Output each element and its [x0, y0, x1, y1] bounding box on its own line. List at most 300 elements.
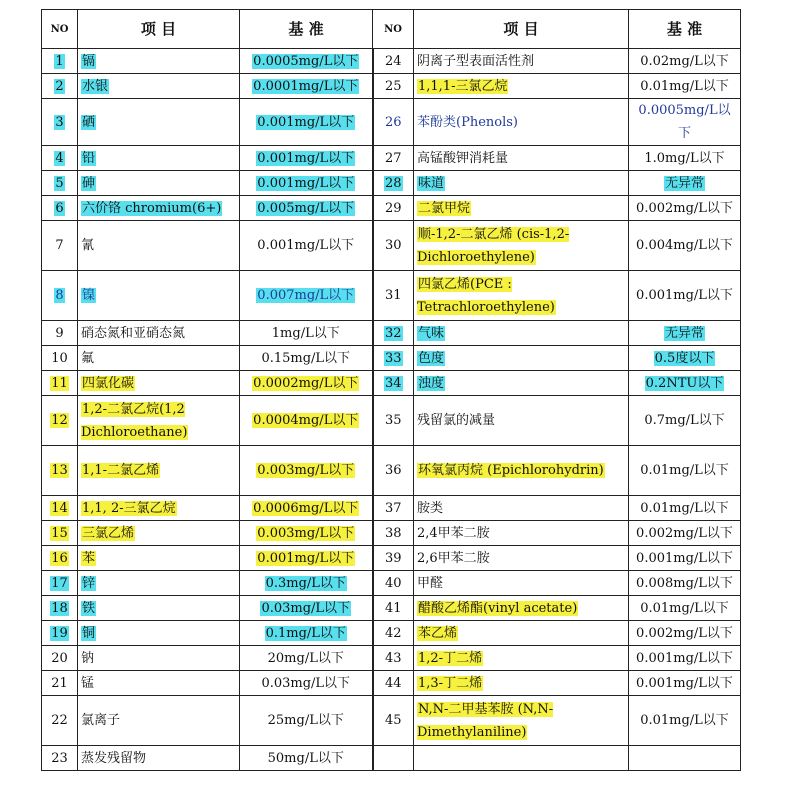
- left-cell-item: [78, 74, 240, 99]
- right-std-text: 0.02mg/L以下: [640, 53, 729, 69]
- right-no-text: 41: [384, 600, 402, 616]
- left-std-text: 0.03mg/L以下: [261, 675, 351, 691]
- left-no-text: 10: [51, 350, 68, 366]
- left-std-text: 0.001mg/L以下: [257, 175, 355, 191]
- right-cell-no: [373, 99, 414, 146]
- left-cell-item: [78, 196, 240, 221]
- table-row: [42, 271, 741, 321]
- right-no-text: 40: [384, 575, 402, 591]
- left-cell-no: [42, 196, 78, 221]
- left-item-text: 水银: [82, 78, 109, 94]
- right-cell-item: [414, 146, 629, 171]
- right-cell-item: [414, 74, 629, 99]
- right-cell-no: [373, 196, 414, 221]
- right-no-text: 42: [384, 625, 402, 641]
- right-no-text: 39: [384, 550, 402, 566]
- left-item-text: 氟: [81, 350, 95, 366]
- right-item-text: 气味: [418, 325, 445, 341]
- right-item-text: 1,1,1-三氯乙烷: [418, 78, 508, 94]
- left-no-text: 22: [51, 713, 68, 728]
- left-cell-std: [240, 371, 373, 396]
- left-cell-std: [240, 171, 373, 196]
- right-std-text: 0.5度以下: [654, 350, 715, 366]
- right-cell-no: [373, 49, 414, 74]
- right-cell-item: [414, 621, 629, 646]
- right-no-text: 36: [384, 463, 402, 478]
- left-no-text: 12: [51, 413, 68, 428]
- right-std-text: 无异常: [664, 175, 704, 191]
- left-cell-item: [78, 146, 240, 171]
- right-cell-std: [629, 346, 741, 371]
- left-cell-item: [78, 671, 240, 696]
- left-no-text: 18: [51, 600, 68, 616]
- right-cell-item: [414, 646, 629, 671]
- right-item-text: 1,2-丁二烯: [418, 650, 483, 666]
- right-std-text: 0.001mg/L以下: [636, 675, 733, 691]
- left-cell-item: [78, 171, 240, 196]
- table-row: [42, 321, 741, 346]
- right-no-text: 30: [384, 238, 402, 253]
- right-cell-std: [629, 621, 741, 646]
- table-row: [42, 74, 741, 99]
- left-cell-item: [78, 371, 240, 396]
- right-cell-std: [629, 371, 741, 396]
- left-item-text: 锰: [81, 675, 95, 691]
- left-item-text: 锌: [82, 575, 96, 591]
- left-cell-std: [240, 696, 373, 746]
- right-no-text: 35: [384, 413, 402, 428]
- left-cell-no: [42, 346, 78, 371]
- right-cell-no: [373, 146, 414, 171]
- left-no-text: 6: [55, 200, 64, 216]
- left-cell-item: [78, 746, 240, 771]
- right-std-text: 1.0mg/L以下: [644, 150, 725, 166]
- right-cell-no: [373, 346, 414, 371]
- right-cell-item: [414, 171, 629, 196]
- table-row: [42, 446, 741, 496]
- right-std-text: 0.002mg/L以下: [636, 200, 733, 216]
- left-cell-no: [42, 396, 78, 446]
- right-std-text: 0.7mg/L以下: [644, 413, 725, 428]
- right-cell-no: [373, 546, 414, 571]
- table-row: [42, 396, 741, 446]
- left-std-text: 0.0002mg/L以下: [253, 375, 359, 391]
- right-item-text: 顺-1,2-二氯乙烯 (cis-1,2-Dichloroethylene): [417, 226, 570, 265]
- left-std-text: 0.001mg/L以下: [257, 550, 355, 566]
- left-cell-item: [78, 696, 240, 746]
- right-no-text: 31: [384, 288, 402, 303]
- right-no-text: 45: [384, 713, 402, 728]
- left-cell-item: [78, 271, 240, 321]
- header-item-right: 项 目: [414, 10, 629, 49]
- left-item-text: 苯: [82, 550, 96, 566]
- left-no-text: 9: [55, 325, 64, 341]
- left-no-text: 8: [55, 288, 64, 303]
- right-no-text: 37: [384, 500, 402, 516]
- right-no-text: 33: [384, 350, 402, 366]
- right-cell-no: [373, 496, 414, 521]
- right-cell-no: [373, 271, 414, 321]
- left-std-text: 0.0005mg/L以下: [253, 53, 359, 69]
- right-cell-item: [414, 496, 629, 521]
- left-std-text: 0.3mg/L以下: [265, 575, 346, 591]
- left-item-text: 四氯化碳: [82, 375, 135, 391]
- right-std-text: 0.01mg/L以下: [640, 500, 729, 516]
- left-cell-no: [42, 271, 78, 321]
- right-std-text: 0.001mg/L以下: [636, 288, 733, 303]
- left-cell-no: [42, 446, 78, 496]
- left-cell-std: [240, 646, 373, 671]
- left-std-text: 20mg/L以下: [267, 650, 344, 666]
- left-cell-no: [42, 671, 78, 696]
- left-std-text: 0.1mg/L以下: [265, 625, 346, 641]
- left-cell-no: [42, 146, 78, 171]
- right-std-text: 0.001mg/L以下: [636, 550, 733, 566]
- left-cell-std: [240, 196, 373, 221]
- left-std-text: 0.0006mg/L以下: [253, 500, 359, 516]
- right-std-text: 无异常: [664, 325, 704, 341]
- left-cell-no: [42, 546, 78, 571]
- table-row: [42, 696, 741, 746]
- table-row: [42, 646, 741, 671]
- right-item-text: 味道: [418, 175, 445, 191]
- left-cell-std: [240, 146, 373, 171]
- left-no-text: 1: [55, 53, 64, 69]
- left-item-text: 三氯乙烯: [82, 525, 135, 541]
- left-no-text: 7: [55, 238, 64, 253]
- table-row: [42, 371, 741, 396]
- right-item-text: 2,4甲苯二胺: [417, 525, 490, 541]
- header-item-left: 项 目: [78, 10, 240, 49]
- left-std-text: 0.007mg/L以下: [257, 288, 355, 303]
- left-cell-no: [42, 371, 78, 396]
- right-cell-item: [414, 371, 629, 396]
- left-cell-std: [240, 321, 373, 346]
- right-no-text: 27: [384, 150, 402, 166]
- left-cell-no: [42, 696, 78, 746]
- right-item-text: 色度: [418, 350, 445, 366]
- header-no-right: NO: [373, 10, 414, 49]
- left-cell-std: [240, 346, 373, 371]
- right-cell-std: [629, 171, 741, 196]
- left-cell-no: [42, 596, 78, 621]
- left-std-text: 0.005mg/L以下: [257, 200, 355, 216]
- right-std-text: 0.004mg/L以下: [636, 238, 733, 253]
- right-std-text: 0.01mg/L以下: [640, 713, 729, 728]
- right-std-text: 0.0005mg/L以下: [638, 103, 731, 141]
- table-row: [42, 521, 741, 546]
- water-quality-standards-table: [41, 9, 741, 771]
- left-cell-std: [240, 746, 373, 771]
- right-item-text: 2,6甲苯二胺: [417, 550, 490, 566]
- left-cell-item: [78, 646, 240, 671]
- left-no-text: 4: [55, 150, 64, 166]
- table-row: [42, 496, 741, 521]
- left-cell-std: [240, 621, 373, 646]
- right-cell-std: [629, 496, 741, 521]
- table-row: [42, 171, 741, 196]
- left-item-text: 砷: [82, 175, 96, 191]
- right-cell-std: [629, 396, 741, 446]
- left-item-text: 1,1, 2-三氯乙烷: [82, 500, 176, 516]
- left-cell-std: [240, 74, 373, 99]
- left-item-text: 1,1-二氯乙烯: [82, 463, 160, 478]
- left-cell-item: [78, 621, 240, 646]
- left-no-text: 14: [51, 500, 68, 516]
- left-std-text: 0.001mg/L以下: [257, 150, 355, 166]
- left-item-text: 钠: [81, 650, 95, 666]
- right-cell-no: [373, 396, 414, 446]
- right-item-text: 残留氯的减量: [417, 413, 496, 428]
- right-cell-item: [414, 546, 629, 571]
- left-item-text: 铅: [82, 150, 96, 166]
- left-cell-item: [78, 49, 240, 74]
- left-no-text: 3: [55, 114, 64, 130]
- table-row: [42, 346, 741, 371]
- right-item-text: 四氯乙烯(PCE : Tetrachloroethylene): [417, 276, 555, 315]
- left-cell-std: [240, 446, 373, 496]
- table-row: [42, 671, 741, 696]
- right-cell-item: [414, 746, 629, 771]
- right-cell-std: [629, 596, 741, 621]
- right-cell-std: [629, 146, 741, 171]
- left-cell-item: [78, 596, 240, 621]
- right-item-text: 醋酸乙烯酯(vinyl acetate): [418, 600, 578, 616]
- left-cell-item: [78, 496, 240, 521]
- standards-table: [41, 9, 741, 771]
- header-standard-right: 基 准: [629, 10, 741, 49]
- right-cell-item: [414, 396, 629, 446]
- left-no-text: 16: [51, 550, 68, 566]
- left-std-text: 0.001mg/L以下: [257, 114, 355, 130]
- right-cell-std: [629, 646, 741, 671]
- table-row: [42, 99, 741, 146]
- right-cell-item: [414, 196, 629, 221]
- right-cell-std: [629, 74, 741, 99]
- table-row: [42, 49, 741, 74]
- right-no-text: 43: [384, 650, 402, 666]
- right-item-text: 二氯甲烷: [418, 200, 471, 216]
- right-item-text: 1,3-丁二烯: [418, 675, 483, 691]
- right-cell-item: [414, 99, 629, 146]
- right-item-text: 胺类: [417, 500, 444, 516]
- right-std-text: 0.01mg/L以下: [640, 78, 729, 94]
- right-cell-std: [629, 221, 741, 271]
- right-cell-no: [373, 671, 414, 696]
- right-cell-no: [373, 221, 414, 271]
- right-cell-no: [373, 746, 414, 771]
- right-no-text: 25: [384, 78, 402, 94]
- left-cell-std: [240, 671, 373, 696]
- left-cell-std: [240, 49, 373, 74]
- right-cell-std: [629, 746, 741, 771]
- left-cell-std: [240, 271, 373, 321]
- header-row: [42, 10, 741, 49]
- left-item-text: 铜: [82, 625, 96, 641]
- left-cell-std: [240, 99, 373, 146]
- left-std-text: 0.001mg/L以下: [257, 238, 355, 253]
- left-no-text: 20: [51, 650, 68, 666]
- left-cell-no: [42, 321, 78, 346]
- right-cell-std: [629, 321, 741, 346]
- right-std-text: 0.2NTU以下: [645, 375, 724, 391]
- right-cell-no: [373, 621, 414, 646]
- left-no-text: 21: [51, 675, 68, 691]
- table-row: [42, 621, 741, 646]
- right-std-text: 0.002mg/L以下: [636, 625, 733, 641]
- left-cell-item: [78, 321, 240, 346]
- right-cell-std: [629, 446, 741, 496]
- right-cell-item: [414, 346, 629, 371]
- left-item-text: 1,2-二氯乙烷(1,2 Dichloroethane): [81, 401, 188, 440]
- header-standard-left: 基 准: [240, 10, 373, 49]
- right-cell-no: [373, 171, 414, 196]
- right-item-text: 高锰酸钾消耗量: [417, 150, 509, 166]
- left-std-text: 0.15mg/L以下: [261, 350, 351, 366]
- left-item-text: 蒸发残留物: [81, 750, 147, 766]
- left-no-text: 15: [51, 525, 68, 541]
- left-cell-std: [240, 521, 373, 546]
- table-row: [42, 146, 741, 171]
- right-cell-std: [629, 571, 741, 596]
- right-cell-no: [373, 521, 414, 546]
- left-std-text: 0.0004mg/L以下: [253, 413, 359, 428]
- left-cell-item: [78, 521, 240, 546]
- left-cell-no: [42, 99, 78, 146]
- left-item-text: 硝态氮和亚硝态氮: [81, 325, 186, 341]
- right-cell-no: [373, 74, 414, 99]
- right-cell-item: [414, 271, 629, 321]
- left-std-text: 0.0001mg/L以下: [253, 78, 359, 94]
- table-row: [42, 196, 741, 221]
- left-std-text: 25mg/L以下: [267, 713, 344, 728]
- left-cell-std: [240, 221, 373, 271]
- table-row: [42, 746, 741, 771]
- left-cell-std: [240, 396, 373, 446]
- right-item-text: 阴离子型表面活性剂: [417, 53, 535, 69]
- right-no-text: 34: [384, 375, 402, 391]
- left-cell-item: [78, 346, 240, 371]
- left-item-text: 铁: [82, 600, 96, 616]
- left-item-text: 镉: [82, 53, 96, 69]
- left-cell-std: [240, 546, 373, 571]
- left-std-text: 50mg/L以下: [267, 750, 344, 766]
- right-std-text: 0.008mg/L以下: [636, 575, 733, 591]
- right-cell-item: [414, 446, 629, 496]
- right-item-text: 苯乙烯: [418, 625, 458, 641]
- right-std-text: 0.001mg/L以下: [636, 650, 733, 666]
- table-row: [42, 571, 741, 596]
- left-item-text: 氰: [81, 238, 95, 253]
- right-cell-std: [629, 99, 741, 146]
- left-cell-no: [42, 521, 78, 546]
- right-cell-std: [629, 49, 741, 74]
- left-cell-no: [42, 49, 78, 74]
- right-cell-item: [414, 571, 629, 596]
- right-cell-item: [414, 696, 629, 746]
- right-no-text: 29: [384, 200, 402, 216]
- left-std-text: 0.03mg/L以下: [261, 600, 351, 616]
- right-no-text: 32: [384, 325, 402, 341]
- left-no-text: 23: [51, 750, 68, 766]
- right-cell-std: [629, 521, 741, 546]
- left-no-text: 11: [51, 375, 68, 391]
- left-item-text: 六价铬 chromium(6+): [82, 200, 222, 216]
- left-cell-std: [240, 571, 373, 596]
- left-std-text: 0.003mg/L以下: [257, 525, 355, 541]
- right-std-text: 0.002mg/L以下: [636, 525, 733, 541]
- left-cell-item: [78, 446, 240, 496]
- right-item-text: 甲醛: [417, 575, 444, 591]
- left-cell-item: [78, 546, 240, 571]
- right-cell-item: [414, 671, 629, 696]
- right-item-text: 苯酚类(Phenols): [417, 114, 518, 130]
- right-cell-no: [373, 446, 414, 496]
- right-std-text: 0.01mg/L以下: [640, 463, 729, 478]
- right-no-text: 38: [384, 525, 402, 541]
- right-no-text: 28: [384, 175, 402, 191]
- right-cell-std: [629, 546, 741, 571]
- left-cell-no: [42, 746, 78, 771]
- right-cell-item: [414, 321, 629, 346]
- right-cell-std: [629, 671, 741, 696]
- right-cell-item: [414, 49, 629, 74]
- left-cell-std: [240, 596, 373, 621]
- right-item-text: 环氧氯丙烷 (Epichlorohydrin): [418, 463, 604, 478]
- left-cell-no: [42, 171, 78, 196]
- table-row: [42, 546, 741, 571]
- left-no-text: 19: [51, 625, 68, 641]
- right-cell-item: [414, 521, 629, 546]
- left-cell-no: [42, 496, 78, 521]
- right-no-text: 24: [384, 53, 402, 69]
- left-no-text: 13: [51, 463, 68, 478]
- right-std-text: 0.01mg/L以下: [640, 600, 729, 616]
- right-cell-std: [629, 271, 741, 321]
- right-cell-item: [414, 221, 629, 271]
- left-cell-no: [42, 74, 78, 99]
- left-cell-no: [42, 646, 78, 671]
- right-cell-no: [373, 646, 414, 671]
- left-cell-item: [78, 571, 240, 596]
- left-std-text: 1mg/L以下: [271, 325, 340, 341]
- left-cell-no: [42, 221, 78, 271]
- left-no-text: 5: [55, 175, 64, 191]
- right-item-text: 浊度: [418, 375, 445, 391]
- table-row: [42, 221, 741, 271]
- header-no-left: NO: [42, 10, 78, 49]
- left-cell-no: [42, 571, 78, 596]
- right-no-text: 26: [384, 114, 402, 130]
- left-item-text: 镍: [82, 288, 96, 303]
- right-item-text: N,N-二甲基苯胺 (N,N-Dimethylaniline): [417, 701, 554, 740]
- left-cell-std: [240, 496, 373, 521]
- left-cell-item: [78, 396, 240, 446]
- left-cell-item: [78, 221, 240, 271]
- right-cell-no: [373, 571, 414, 596]
- right-no-text: 44: [384, 675, 402, 691]
- left-no-text: 2: [55, 78, 64, 94]
- right-cell-no: [373, 371, 414, 396]
- left-item-text: 硒: [82, 114, 96, 130]
- right-cell-no: [373, 696, 414, 746]
- right-cell-std: [629, 196, 741, 221]
- right-cell-no: [373, 596, 414, 621]
- table-body: [42, 49, 741, 771]
- left-std-text: 0.003mg/L以下: [257, 463, 355, 478]
- right-cell-item: [414, 596, 629, 621]
- left-cell-item: [78, 99, 240, 146]
